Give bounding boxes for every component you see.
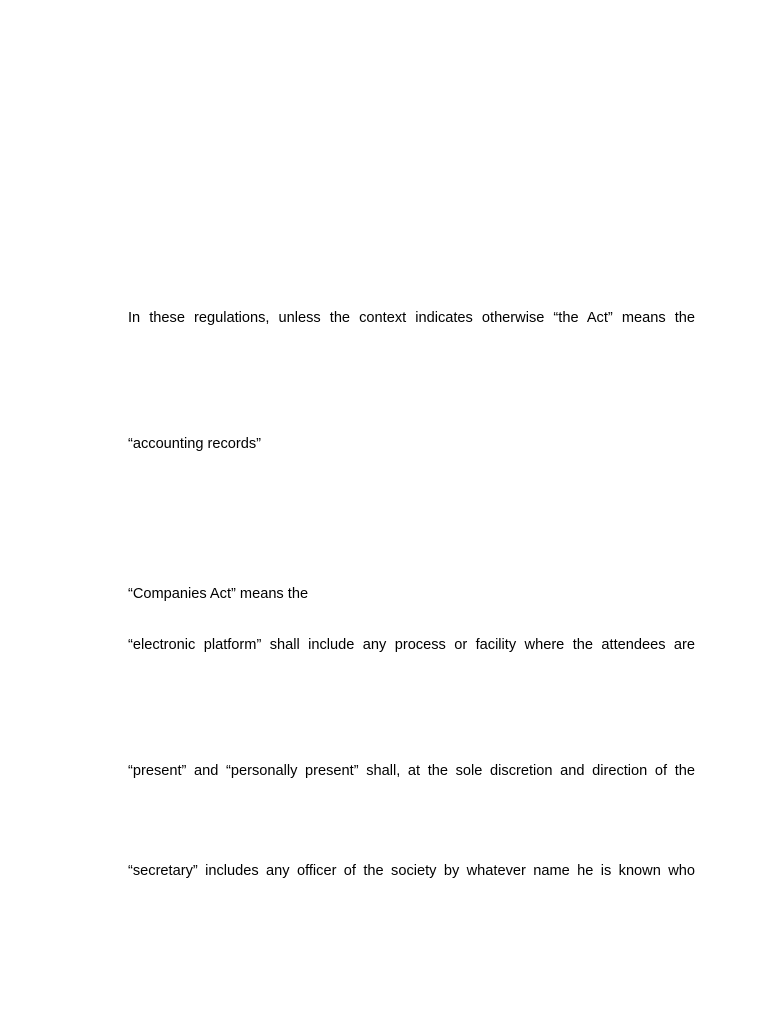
definition-accounting-records: “accounting records” <box>128 436 262 452</box>
definition-secretary: “secretary” includes any officer of the society by whatever name he is known who <box>128 863 695 879</box>
definition-present: “present” and “personally present” shall, at the sole discretion and direction of the <box>128 763 695 779</box>
definition-act: In these regulations, unless the context indicates otherwise “the Act” means the <box>128 310 695 326</box>
definition-companies-act: “Companies Act” means the <box>128 586 309 602</box>
definition-electronic-platform: “electronic platform” shall include any process or facility where the attendees are <box>128 637 695 653</box>
